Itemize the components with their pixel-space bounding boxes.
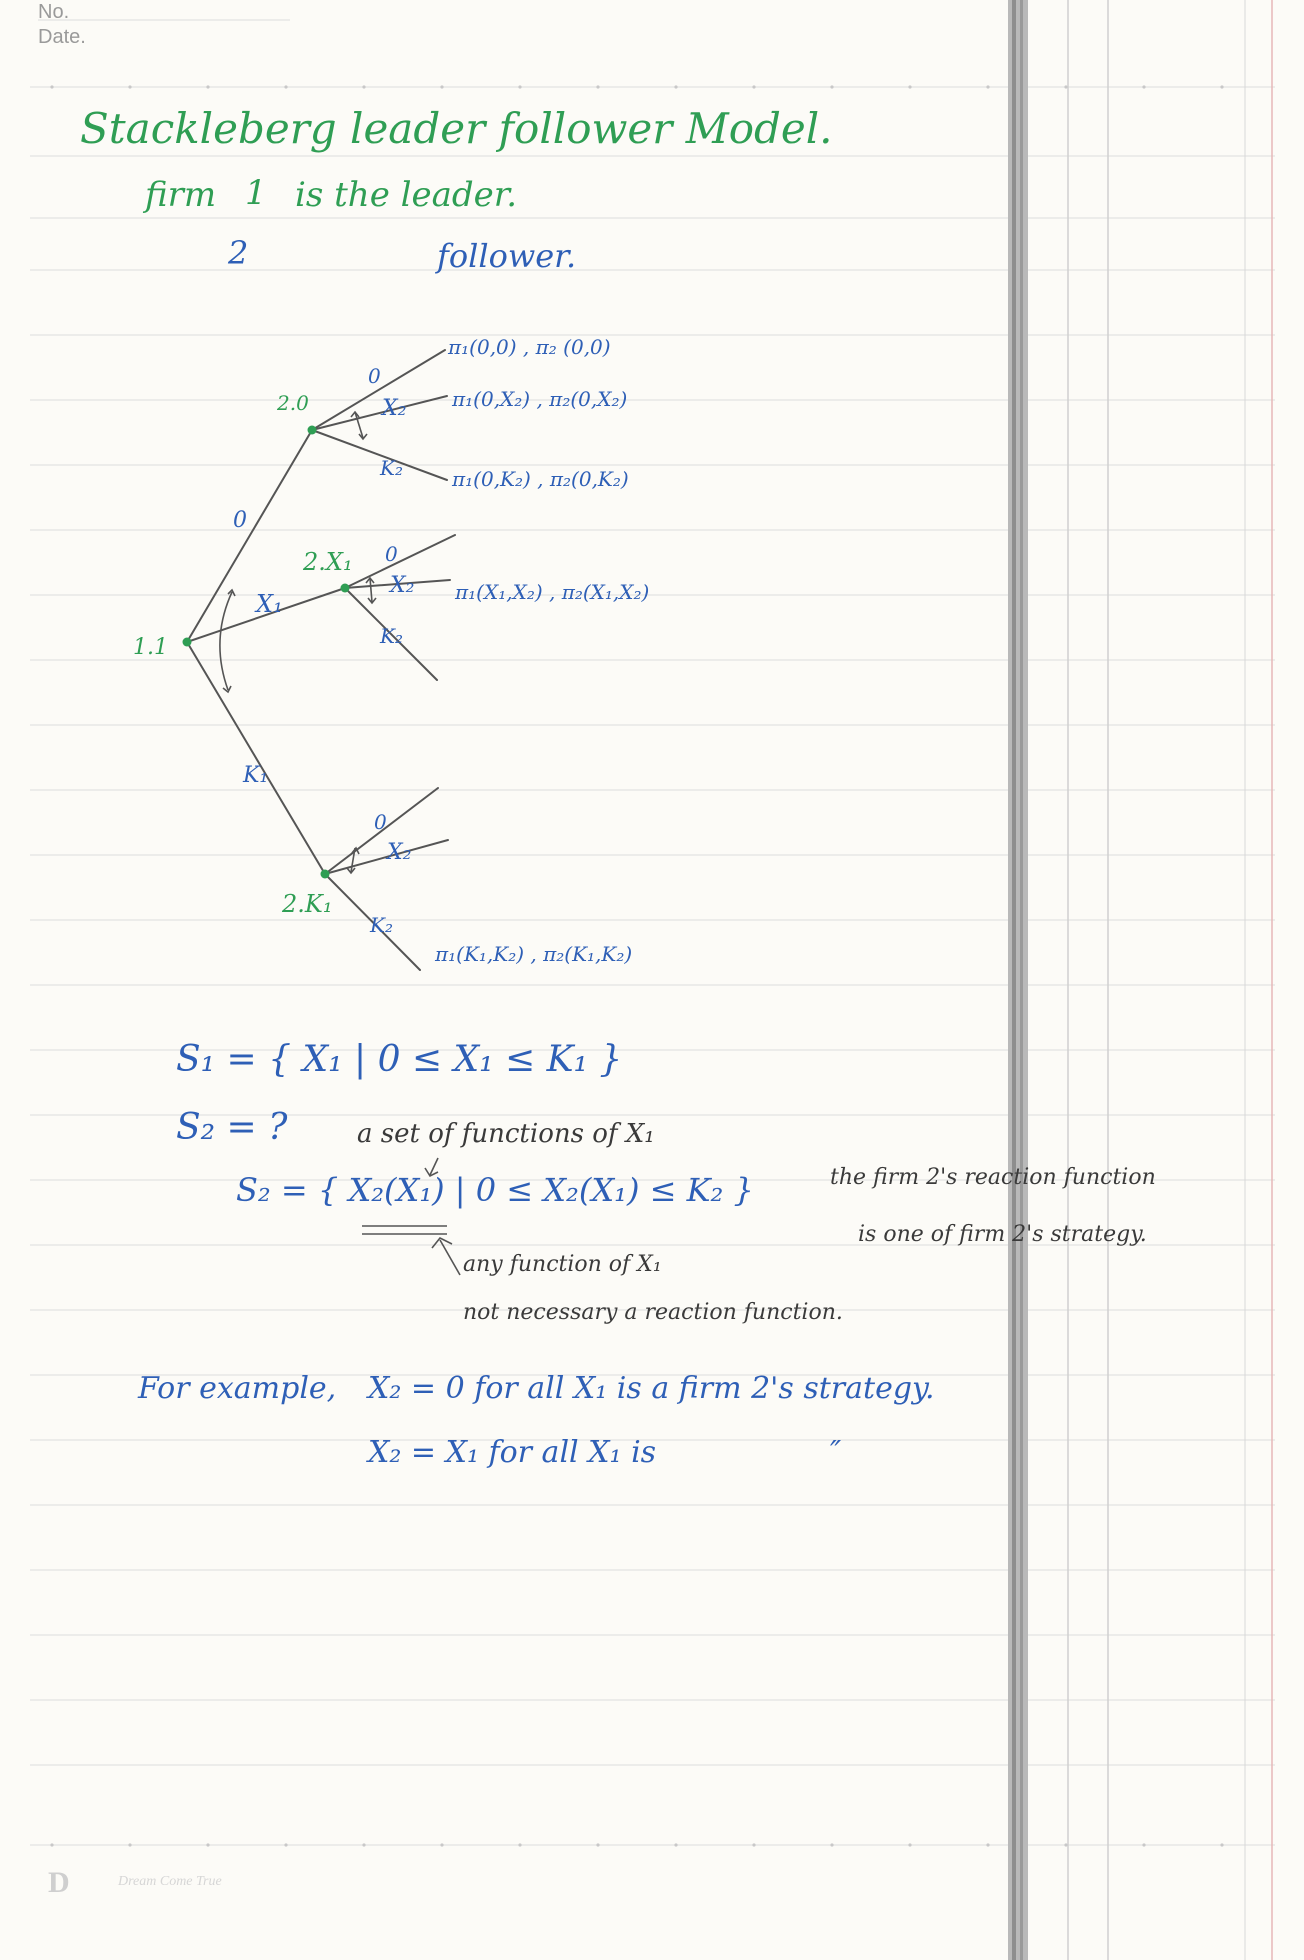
payoff-0-0: π₁(0,0) , π₂ (0,0) [448,335,611,359]
s2-note: a set of functions of X₁ [357,1119,655,1149]
example-line1: X₂ = 0 for all X₁ is a firm 2's strategy. [368,1371,935,1406]
page-title: Stackleberg leader follower Model. [80,104,833,153]
sub-label-k2-a: K₂ [380,456,403,480]
strategy-set-s1: S₁ = { X₁ | 0 ≤ X₁ ≤ K₁ } [176,1039,623,1080]
brand-logo: D [48,1866,70,1899]
follower-text: follower. [437,237,577,275]
reaction-note-line1: the firm 2's reaction function [830,1165,1156,1190]
sub-label-0-c: 0 [374,810,387,834]
sub-label-k2-c: K₂ [370,913,393,937]
brand-tagline: Dream Come True [118,1874,222,1889]
node-label-2-x1: 2.X₁ [303,548,353,576]
payoff-0-k2: π₁(0,K₂) , π₂(0,K₂) [452,467,629,491]
sub-label-x2-c: X₂ [387,840,412,865]
sub-label-0-b: 0 [385,542,398,566]
sub-label-0-a: 0 [368,364,381,388]
sub-label-x2-a: X₂ [382,396,407,421]
ditto-mark: ″ [830,1435,842,1470]
firm-word: firm [145,175,217,215]
strategy-set-s2-question: S₂ = ? [176,1107,288,1148]
node-label-2-0: 2.0 [277,391,309,415]
no-label: No. [38,1,70,23]
sub-label-x2-b: X₂ [390,573,415,598]
node-label-2-k1: 2.K₁ [282,890,333,918]
branch-label-0: 0 [233,508,247,533]
date-label: Date. [38,26,86,48]
sub-label-k2-b: K₂ [380,624,403,648]
any-function-note: any function of X₁ [463,1252,662,1277]
leader-text: is the leader. [295,175,518,215]
branch-label-x1: X₁ [256,590,283,618]
payoff-k1-k2: π₁(K₁,K₂) , π₂(K₁,K₂) [435,942,633,966]
payoff-0-x2: π₁(0,X₂) , π₂(0,X₂) [452,387,628,411]
not-necessary-note: not necessary a reaction function. [463,1300,843,1325]
example-lead: For example, [138,1371,337,1406]
leader-number: 1 [245,173,267,213]
branch-label-k1: K₁ [243,763,269,788]
root-node-label: 1.1 [133,635,168,660]
example-line2: X₂ = X₁ for all X₁ is [368,1435,657,1470]
strategy-set-s2-definition: S₂ = { X₂(X₁) | 0 ≤ X₂(X₁) ≤ K₂ } [236,1171,754,1209]
follower-number: 2 [228,234,249,272]
payoff-x1-x2: π₁(X₁,X₂) , π₂(X₁,X₂) [455,580,650,604]
reaction-note-line2: is one of firm 2's strategy. [858,1222,1147,1247]
